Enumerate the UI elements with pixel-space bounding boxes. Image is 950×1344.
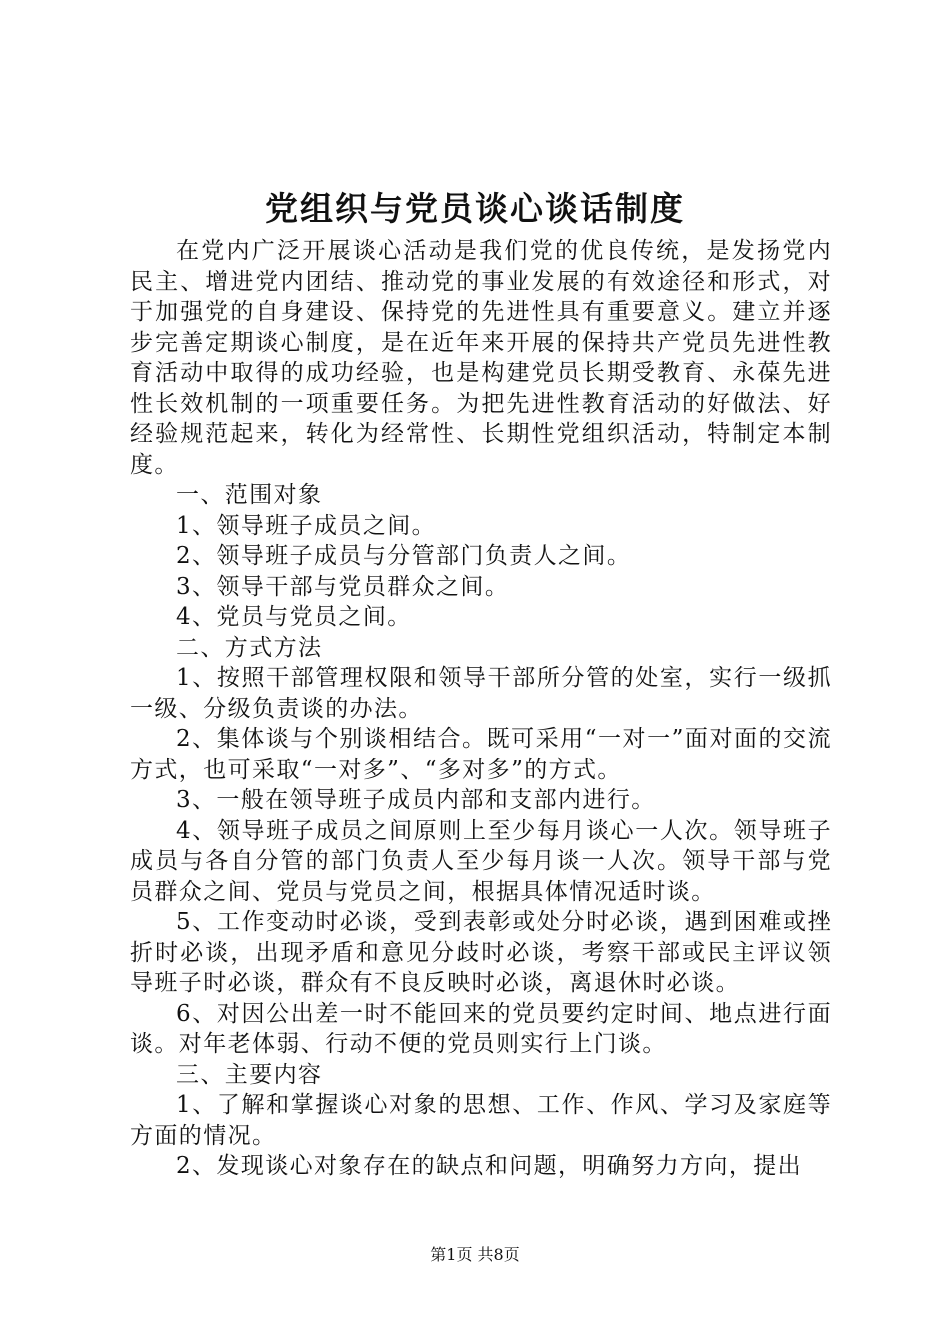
page-footer: 第1页 共8页 [430, 1245, 520, 1264]
document-body [130, 236, 832, 1182]
list-item: 4、党员与党员之间。 [176, 604, 412, 630]
list-item: 1、了解和掌握谈心对象的思想、工作、作风、学习及家庭等方面的情况。 [130, 1092, 832, 1149]
section-heading-methods: 二、方式方法 [176, 634, 323, 661]
paragraph-intro: 在党内广泛开展谈心活动是我们党的优良传统，是发扬党内民主、增进党内团结、推动党的事业发展的有效途径和形式，对于加强党的自身建设、保持党的先进性具有重要意义。建立并逐步完善定期谈心制度，是在近年来开展的保持共产党员先进性教育活动中取得的成功经验，也是构建党员长期受教育、永葆先进性长效机制的一项重要任务。为把先进性教育活动的好做法、好经验规范起来，转化为经常性、长期性党组织活动，特制定本制度。 [130, 238, 832, 478]
list-item: 6、对因公出差一时不能回来的党员要约定时间、地点进行面谈。对年老体弱、行动不便的党员则实行上门谈。 [130, 1000, 832, 1057]
list-item: 4、领导班子成员之间原则上至少每月谈心一人次。领导班子成员与各自分管的部门负责人至少每月谈一人次。领导干部与党员群众之间、党员与党员之间，根据具体情况适时谈。 [130, 817, 832, 905]
section-heading-scope: 一、范围对象 [176, 482, 323, 508]
section-heading-content: 三、主要内容 [176, 1061, 323, 1088]
list-item: 1、领导班子成员之间。 [176, 512, 437, 539]
list-item: 3、一般在领导班子成员内部和支部内进行。 [176, 787, 656, 813]
list-item: 2、集体谈与个别谈相结合。既可采用“一对一”面对面的交流方式，也可采取“一对多”、“多对多”的方式。 [130, 726, 832, 783]
list-item: 2、发现谈心对象存在的缺点和问题，明确努力方向，提出 [176, 1153, 803, 1179]
list-item: 1、按照干部管理权限和领导干部所分管的处室，实行一级抓一级、分级负责谈的办法。 [130, 665, 832, 722]
list-item: 5、工作变动时必谈，受到表彰或处分时必谈，遇到困难或挫折时必谈，出现矛盾和意见分歧时必谈，考察干部或民主评议领导班子时必谈，群众有不良反映时必谈，离退休时必谈。 [130, 909, 832, 996]
list-item: 3、领导干部与党员群众之间。 [176, 573, 510, 600]
list-item: 2、领导班子成员与分管部门负责人之间。 [176, 543, 632, 569]
document-title: 党组织与党员谈心谈话制度 [265, 189, 685, 228]
